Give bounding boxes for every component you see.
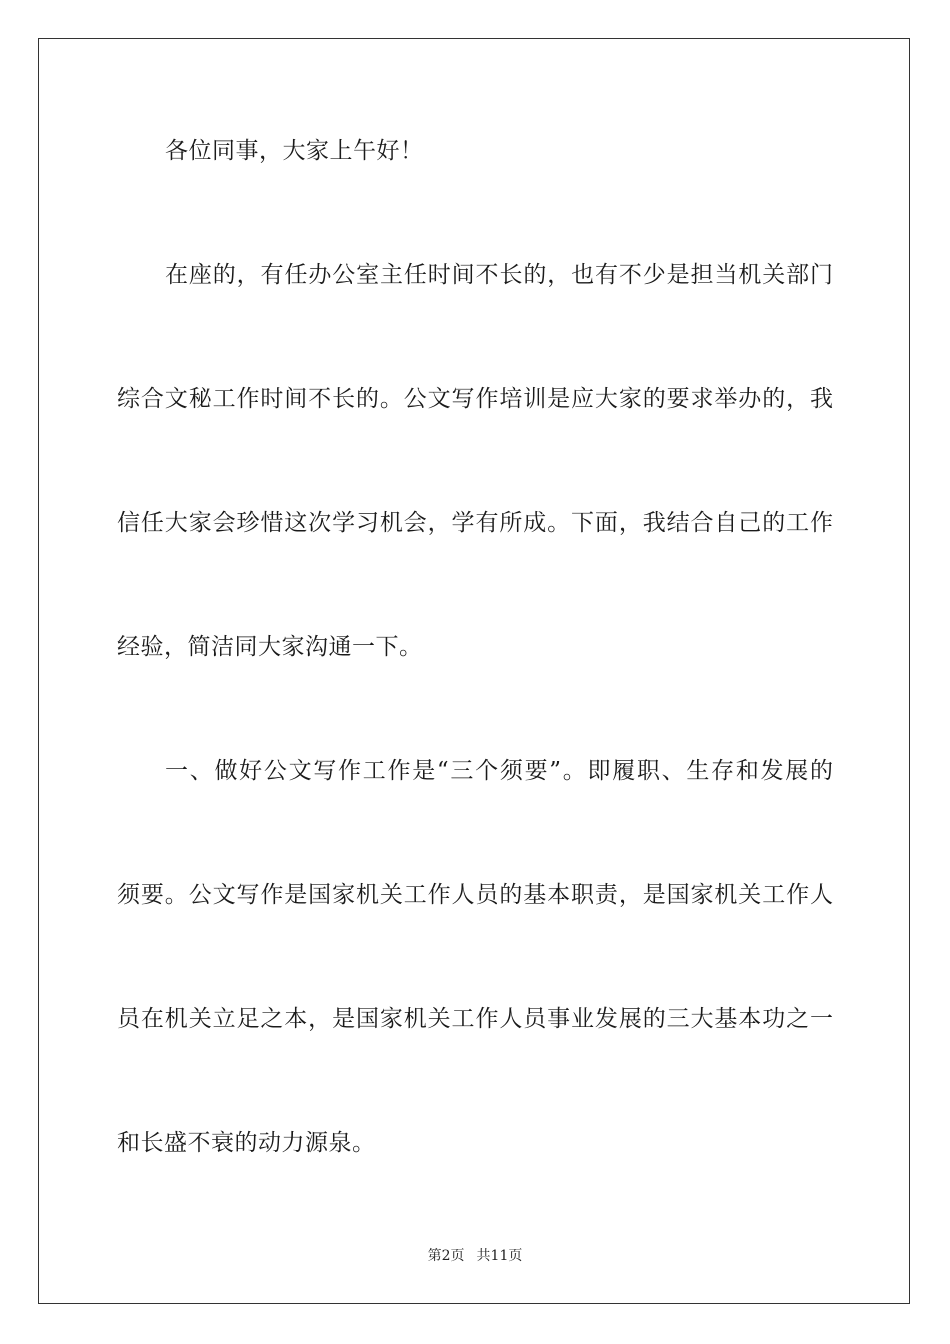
paragraph-line: 须要。公文写作是国家机关工作人员的基本职责，是国家机关工作人 xyxy=(117,882,833,908)
paragraph-line: 员在机关立足之本，是国家机关工作人员事业发展的三大基本功之一 xyxy=(117,1006,833,1032)
paragraph-line: 信任大家会珍惜这次学习机会，学有所成。下面，我结合自己的工作 xyxy=(117,510,833,536)
paragraph-line: 综合文秘工作时间不长的。公文写作培训是应大家的要求举办的，我 xyxy=(117,386,833,412)
paragraph-line: 经验，简洁同大家沟通一下。 xyxy=(117,634,423,660)
page-footer xyxy=(0,1247,950,1265)
greeting-line: 各位同事，大家上午好！ xyxy=(165,138,424,164)
section-heading-line: 一、做好公文写作工作是“三个须要”。即履职、生存和发展的 xyxy=(165,758,833,784)
page-number: 第2页 xyxy=(427,1248,465,1264)
page-total: 共11页 xyxy=(476,1248,523,1264)
paragraph-line: 在座的，有任办公室主任时间不长的，也有不少是担当机关部门 xyxy=(165,262,833,288)
page-border xyxy=(38,38,910,1304)
paragraph-line: 和长盛不衰的动力源泉。 xyxy=(117,1130,376,1156)
